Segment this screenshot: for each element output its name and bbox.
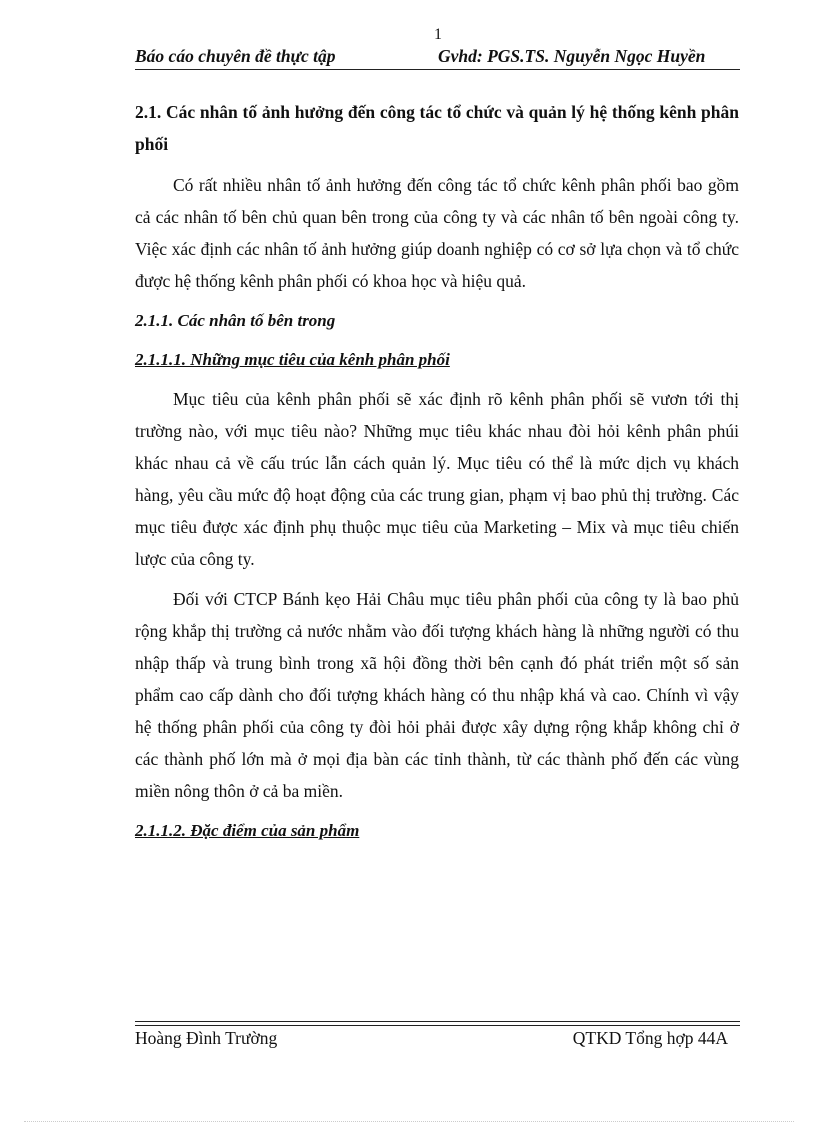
section-heading: 2.1. Các nhân tố ảnh hưởng đến công tác tổ chức và quản lý hệ thống kênh phân phối [135,102,739,154]
page-number: 1 [434,26,442,43]
subsection-heading: 2.1.1. Các nhân tố bên trong [135,311,336,330]
subsubsection-heading-product: 2.1.1.2. Đặc điểm của sản phẩm [135,821,360,840]
page-edge [24,1121,794,1122]
footer-class: QTKD Tổng hợp 44A [572,1028,728,1048]
objectives-paragraph-1: Mục tiêu của kênh phân phối sẽ xác định rõ kênh phân phối sẽ vươn tới thị trường nào, với mục tiêu nào? Những mục tiêu khác nhau đòi hỏi kênh phân phúi khác nhau cả về cấu trúc lẫn cách quản lý. Mục tiêu có thể là mức dịch vụ khách hàng, yêu cầu mức độ hoạt động của các trung gian, phạm vị bao phủ thị trường. Các mục tiêu được xác định phụ thuộc mục tiêu của Marketing – Mix và mục tiêu chiến lược của công ty. [135,389,739,569]
footer-divider [135,1021,740,1022]
header-supervisor: Gvhd: PGS.TS. Nguyễn Ngọc Huyền [438,46,706,66]
objectives-paragraph-2: Đối với CTCP Bánh kẹo Hải Châu mục tiêu phân phối của công ty là bao phủ rộng khắp thị trường cả nước nhằm vào đối tượng khách hàng là những người có thu nhập thấp và trung bình trong xã hội đồng thời bên cạnh đó phát triển một số sản phẩm cao cấp dành cho đối tượng khách hàng có thu nhập khá và cao. Chính vì vậy hệ thống phân phối của công ty đòi hỏi phải được xây dựng rộng khắp không chỉ ở các thành phố lớn mà ở mọi địa bàn các tỉnh thành, từ các thành phố đến các vùng miền nông thôn ở cả ba miền. [135,589,739,801]
page-header [135,46,740,68]
header-report-title: Báo cáo chuyên đề thực tập [135,46,336,66]
header-divider [135,69,740,70]
footer-author: Hoàng Đình Trường [135,1028,278,1048]
document-body [135,96,739,854]
intro-paragraph: Có rất nhiều nhân tố ảnh hưởng đến công tác tổ chức kênh phân phối bao gồm cả các nhân tố bên chủ quan bên trong của công ty và các nhân tố bên ngoài công ty. Việc xác định các nhân tố ảnh hưởng giúp doanh nghiệp có cơ sở lựa chọn và tổ chức được hệ thống kênh phân phối có khoa học và hiệu quả. [135,175,739,291]
footer-divider-thin [135,1025,740,1026]
subsubsection-heading-objectives: 2.1.1.1. Những mục tiêu của kênh phân phối [135,350,450,369]
